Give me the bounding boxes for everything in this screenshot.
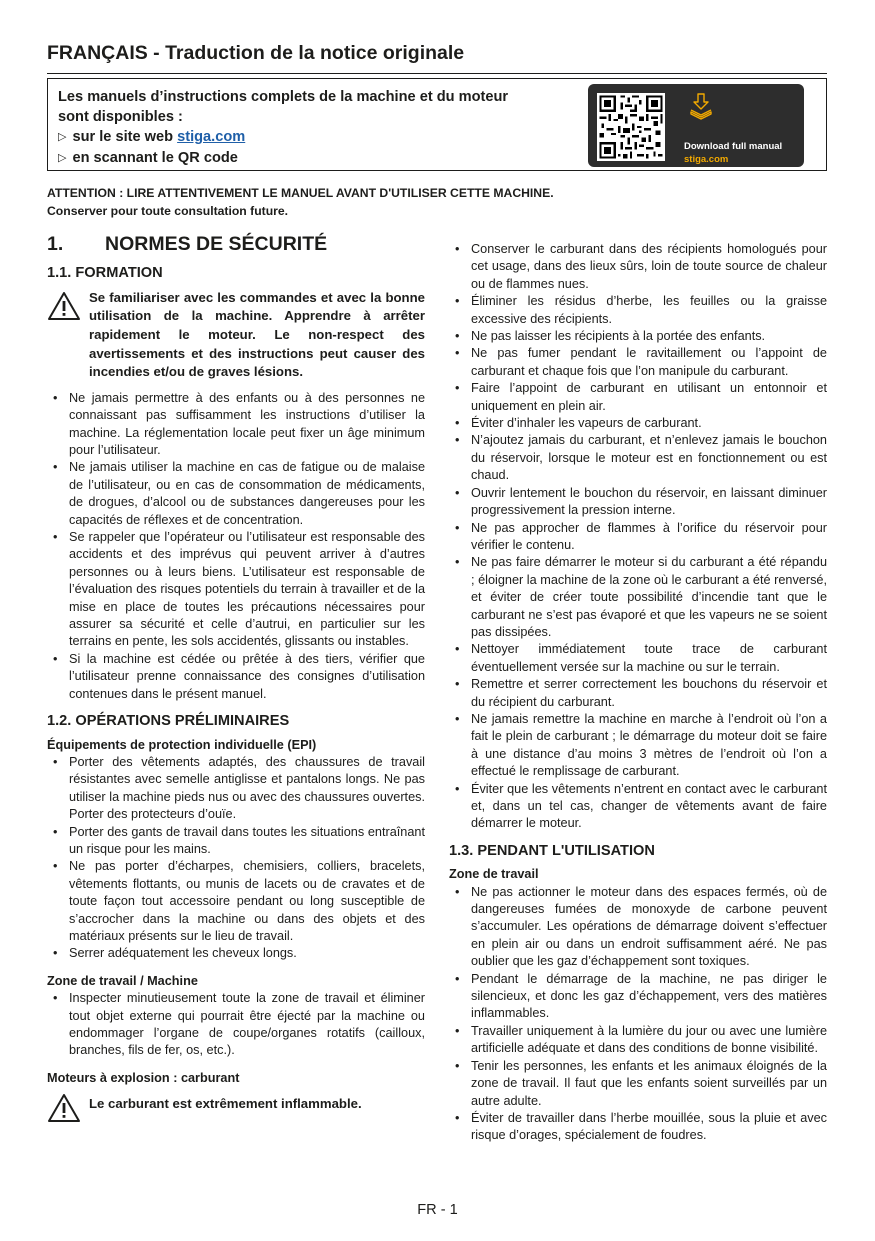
list-item: • Ne pas fumer pendant le ravitaillement ou l’appoint de carburant et chaque fois que l’on manipule du carburant. — [449, 345, 827, 380]
list-item: • Inspecter minutieusement toute la zone de travail et éliminer tout objet externe qui pourrait être éjecté par la machine ou endommager l’organe de coupe/organes rotatifs (cailloux, branches, fils de fer, os, etc.). — [47, 990, 425, 1060]
list-item: • Éviter que les vêtements n’entrent en contact avec le carburant et, dans un tel cas, changer de vêtements avant de faire démarrer le moteur. — [449, 781, 827, 833]
work-zone-machine-heading: Zone de travail / Machine — [47, 973, 198, 988]
engines-fuel-heading: Moteurs à explosion : carburant — [47, 1070, 240, 1085]
list-item: • Conserver le carburant dans des récipients homologués pour cet usage, dans des lieux sûrs, loin de toute source de chaleur ou de flammes nues. — [449, 241, 827, 293]
list-item: • Ne pas faire démarrer le moteur si du carburant a été répandu ; éloigner la machine de la zone où le carburant a été renversé, et éviter de créer toute possibilité d’incendie tant que le carburant ne s’est pas évaporé et que les vapeurs ne se soient pas dissipées. — [449, 554, 827, 641]
list-item: • Remettre et serrer correctement les bouchons du réservoir et du récipient du carburant. — [449, 676, 827, 711]
section-1-heading — [47, 233, 425, 255]
download-manual-label: Download full manual — [684, 141, 783, 152]
list-item: • Éviter de travailler dans l’herbe mouillée, sous la pluie et avec risque d’orages, spécialement de foudres. — [449, 1110, 827, 1145]
qr-bullet-text: en scannant le QR code — [72, 150, 238, 166]
triangle-bullet-icon: ▷ — [58, 131, 67, 143]
warning-triangle-icon — [47, 289, 89, 382]
training-list — [47, 390, 425, 703]
title-divider — [47, 73, 827, 74]
fuel-warning-text: Le carburant est extrêmement inflammable. — [89, 1096, 362, 1112]
usage-list — [449, 884, 827, 1145]
section-1-2-heading: 1.2. OPÉRATIONS PRÉLIMINAIRES — [47, 713, 290, 730]
list-item: • Éviter d’inhaler les vapeurs de carburant. — [449, 415, 827, 432]
download-site-label: stiga.com — [684, 154, 729, 165]
epi-list — [47, 754, 425, 963]
list-item: • Ouvrir lentement le bouchon du réservoir, en laissant diminuer progressivement la pression interne. — [449, 485, 827, 520]
page-title: FRANÇAIS - Traduction de la notice originale — [47, 42, 465, 64]
section-1-number: 1. — [47, 233, 64, 255]
list-item: • Pendant le démarrage de la machine, ne pas diriger le silencieux, et donc les gaz d’échappement, vers des matières inflammables. — [449, 971, 827, 1023]
list-item: • Porter des gants de travail dans toutes les situations entraînant un risque pour les mains. — [47, 824, 425, 859]
qr-code-icon[interactable] — [597, 93, 665, 161]
list-item: • Ne jamais utiliser la machine en cas de fatigue ou de malaise de l’utilisateur, ou en cas de consommation de médicaments, de drogues, d’alcool ou de substances dangereuses pour les capacités de réflexes et de concentration. — [47, 459, 425, 529]
list-item: • N’ajoutez jamais du carburant, et n’enlevez jamais le bouchon du réservoir, lorsque le moteur est en fonctionnement ou est chaud. — [449, 432, 827, 484]
list-item: • Ne pas approcher de flammes à l’orifice du réservoir pour vérifier le contenu. — [449, 520, 827, 555]
epi-heading: Équipements de protection individuelle (EPI) — [47, 737, 317, 752]
download-manual-icon — [688, 92, 714, 122]
section-1-1-heading: 1.1. FORMATION — [47, 265, 163, 282]
list-item: • Porter des vêtements adaptés, des chaussures de travail résistantes avec semelle antiglisse et pantalons longs. Ne pas utiliser la machine pieds nus ou avec des chaussures ouvertes. Porter des protecteurs d’ouïe. — [47, 754, 425, 824]
page-number: FR - 1 — [417, 1202, 458, 1218]
warning-triangle-icon — [47, 1091, 89, 1128]
left-column — [47, 233, 425, 1137]
manual-bullet-qr — [58, 148, 578, 169]
list-item: • Travailler uniquement à la lumière du jour ou avec une lumière artificielle adéquate et dans des conditions de bonne visibilité. — [449, 1023, 827, 1058]
list-item: • Serrer adéquatement les cheveux longs. — [47, 945, 425, 962]
work-zone-heading: Zone de travail — [449, 867, 539, 882]
attention-notice — [47, 184, 827, 220]
website-prefix: sur le site web — [72, 129, 178, 145]
manual-line-2: sont disponibles : — [58, 109, 183, 125]
work-zone-machine-list — [47, 990, 425, 1060]
section-1-3-heading: 1.3. PENDANT L'UTILISATION — [449, 842, 655, 859]
manual-availability-text — [58, 87, 578, 169]
fuel-warning — [47, 1091, 425, 1128]
manual-bullet-website — [58, 127, 578, 148]
list-item: • Ne jamais permettre à des enfants ou à des personnes ne connaissant pas suffisamment les instructions d’utiliser la machine. La réglementation locale peut fixer un âge minimum pour l’utilisateur. — [47, 390, 425, 460]
list-item: • Ne pas actionner le moteur dans des espaces fermés, où de dangereuses fumées de monoxyde de carbone peuvent s’accumuler. Les opérations de démarrage doivent s’effectuer en plein air ou dans un endroit suffisamment aéré. Ne pas oublier que les gaz d’échappement sont toxiques. — [449, 884, 827, 971]
list-item: • Se rappeler que l’opérateur ou l’utilisateur est responsable des accidents et des imprévus qui peuvent arriver à d’autres personnes ou à leurs biens. L’utilisateur est responsable de l’évaluation des risques potentiels du terrain à travailler et de la mise en place de toutes les précautions nécessaires pour assurer sa sécurité et celle d’autrui, en particulier sur les terrains en pente, les sols accidentés, glissants ou instables. — [47, 529, 425, 651]
attention-line-2: Conserver pour toute consultation future. — [47, 204, 289, 218]
right-column — [449, 241, 827, 1145]
training-warning-text: Se familiariser avec les commandes et avec la bonne utilisation de la machine. Apprendre à arrêter rapidement le moteur. Le non-respect des avertissements et des instructions peut causer des incendies et/ou de graves lésions. — [89, 289, 425, 380]
manual-availability-box — [47, 78, 827, 171]
list-item: • Si la machine est cédée ou prêtée à des tiers, vérifier que l’utilisateur prenne connaissance des consignes d’utilisation contenues dans le présent manuel. — [47, 651, 425, 703]
stiga-link[interactable]: stiga.com — [177, 129, 246, 145]
fuel-list — [449, 241, 827, 833]
training-warning — [47, 289, 425, 382]
list-item: • Ne pas laisser les récipients à la portée des enfants. — [449, 328, 827, 345]
list-item: • Nettoyer immédiatement toute trace de carburant éventuellement versée sur la machine ou sur le terrain. — [449, 641, 827, 676]
list-item: • Ne jamais remettre la machine en marche à l’endroit où l’on a fait le plein de carburant ; le démarrage du moteur doit se faire à une distance d’au moins 3 mètres de l’endroit où l’on a effectué le remplissage de carburant. — [449, 711, 827, 781]
list-item: • Faire l’appoint de carburant en utilisant un entonnoir et uniquement en plein air. — [449, 380, 827, 415]
list-item: • Tenir les personnes, les enfants et les animaux éloignés de la zone de travail. Il faut que les enfants soient surveillés par un autre adulte. — [449, 1058, 827, 1110]
section-1-title: NORMES DE SÉCURITÉ — [105, 233, 328, 255]
list-item: • Éliminer les résidus d’herbe, les feuilles ou la graisse excessive des récipients. — [449, 293, 827, 328]
manual-line-1: Les manuels d’instructions complets de la machine et du moteur — [58, 89, 509, 105]
list-item: • Ne pas porter d’écharpes, chemisiers, colliers, bracelets, vêtements flottants, ou munis de lacets ou de cravates et de toute façon tout accessoire pendant ou long susceptible de s’accrocher dans la machine ou dans des objets et des matériaux présents sur le lieu de travail. — [47, 858, 425, 945]
qr-download-card[interactable] — [588, 84, 804, 167]
triangle-bullet-icon: ▷ — [58, 152, 67, 164]
attention-line-1: ATTENTION : LIRE ATTENTIVEMENT LE MANUEL AVANT D'UTILISER CETTE MACHINE. — [47, 186, 554, 200]
